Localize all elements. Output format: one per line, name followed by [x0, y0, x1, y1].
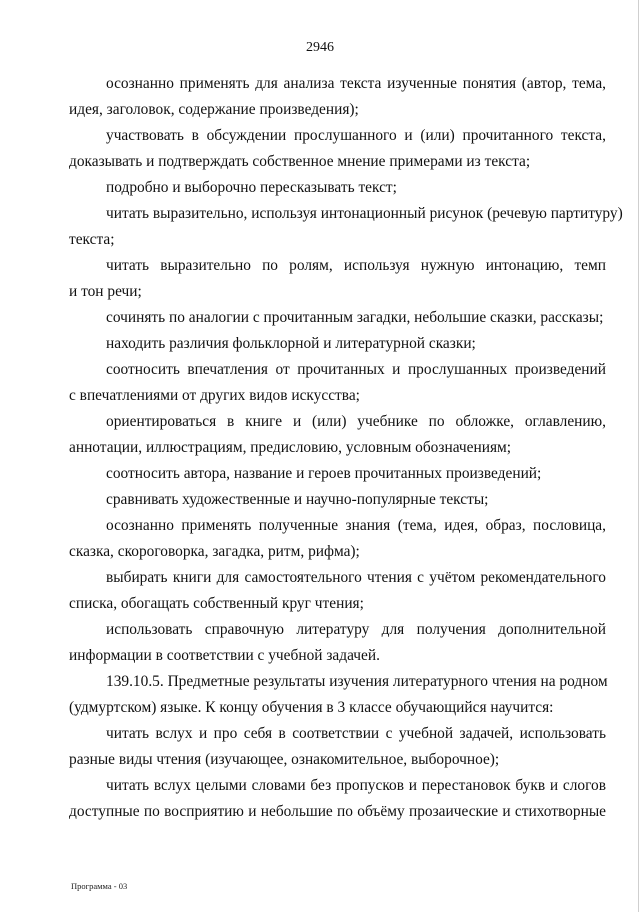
text-line: читать выразительно, используя интонационный рисунок (речевую партитуру): [106, 205, 623, 222]
text-line: доказывать и подтверждать собственное мнение примерами из текста;: [69, 153, 531, 170]
text-line: читать вслух и про себя в соответствии с учебной задачей, использовать: [106, 725, 606, 742]
text-line: разные виды чтения (изучающее, ознакомительное, выборочное);: [69, 751, 500, 768]
text-line: соотносить впечатления от прочитанных и прослушанных произведений: [106, 361, 606, 378]
text-line: осознанно применять полученные знания (тема, идея, образ, пословица,: [106, 517, 606, 534]
text-line: доступные по восприятию и небольшие по объёму прозаические и стихотворные: [69, 803, 606, 820]
text-line: информации в соответствии с учебной задачей.: [69, 647, 380, 664]
text-line: сказка, скороговорка, загадка, ритм, рифма);: [69, 543, 360, 560]
text-line: читать вслух целыми словами без пропусков и перестановок букв и слогов: [106, 777, 606, 794]
text-line: находить различия фольклорной и литературной сказки;: [106, 335, 476, 352]
text-line: осознанно применять для анализа текста изученные понятия (автор, тема,: [106, 75, 606, 92]
text-line: выбирать книги для самостоятельного чтения с учётом рекомендательного: [106, 569, 606, 586]
text-line: и тон речи;: [69, 283, 142, 300]
text-line: использовать справочную литературу для получения дополнительной: [106, 621, 606, 638]
text-line: сочинять по аналогии с прочитанным загадки, небольшие сказки, рассказы;: [106, 309, 604, 326]
text-line: соотносить автора, название и героев прочитанных произведений;: [106, 465, 542, 482]
section-heading-line: 139.10.5. Предметные результаты изучения литературного чтения на родном: [106, 673, 608, 690]
text-line: (удмуртском) языке. К концу обучения в 3 классе обучающийся научится:: [69, 699, 554, 716]
text-line: текста;: [69, 231, 115, 248]
text-line: аннотации, иллюстрациям, предисловию, условным обозначениям;: [69, 439, 512, 456]
text-line: ориентироваться в книге и (или) учебнике по обложке, оглавлению,: [106, 413, 606, 430]
page-number: 2946: [306, 40, 334, 55]
text-line: с впечатлениями от других видов искусства;: [69, 387, 360, 404]
footer-label: Программа - 03: [71, 881, 128, 891]
text-line: подробно и выборочно пересказывать текст;: [106, 179, 397, 196]
page-edge-line: [638, 0, 639, 912]
text-line: идея, заголовок, содержание произведения);: [69, 101, 359, 118]
text-line: списка, обогащать собственный круг чтения;: [69, 595, 364, 612]
text-line: участвовать в обсуждении прослушанного и (или) прочитанного текста,: [106, 127, 606, 144]
text-line: читать выразительно по ролям, используя нужную интонацию, темп: [106, 257, 606, 274]
text-line: сравнивать художественные и научно-популярные тексты;: [106, 491, 489, 508]
